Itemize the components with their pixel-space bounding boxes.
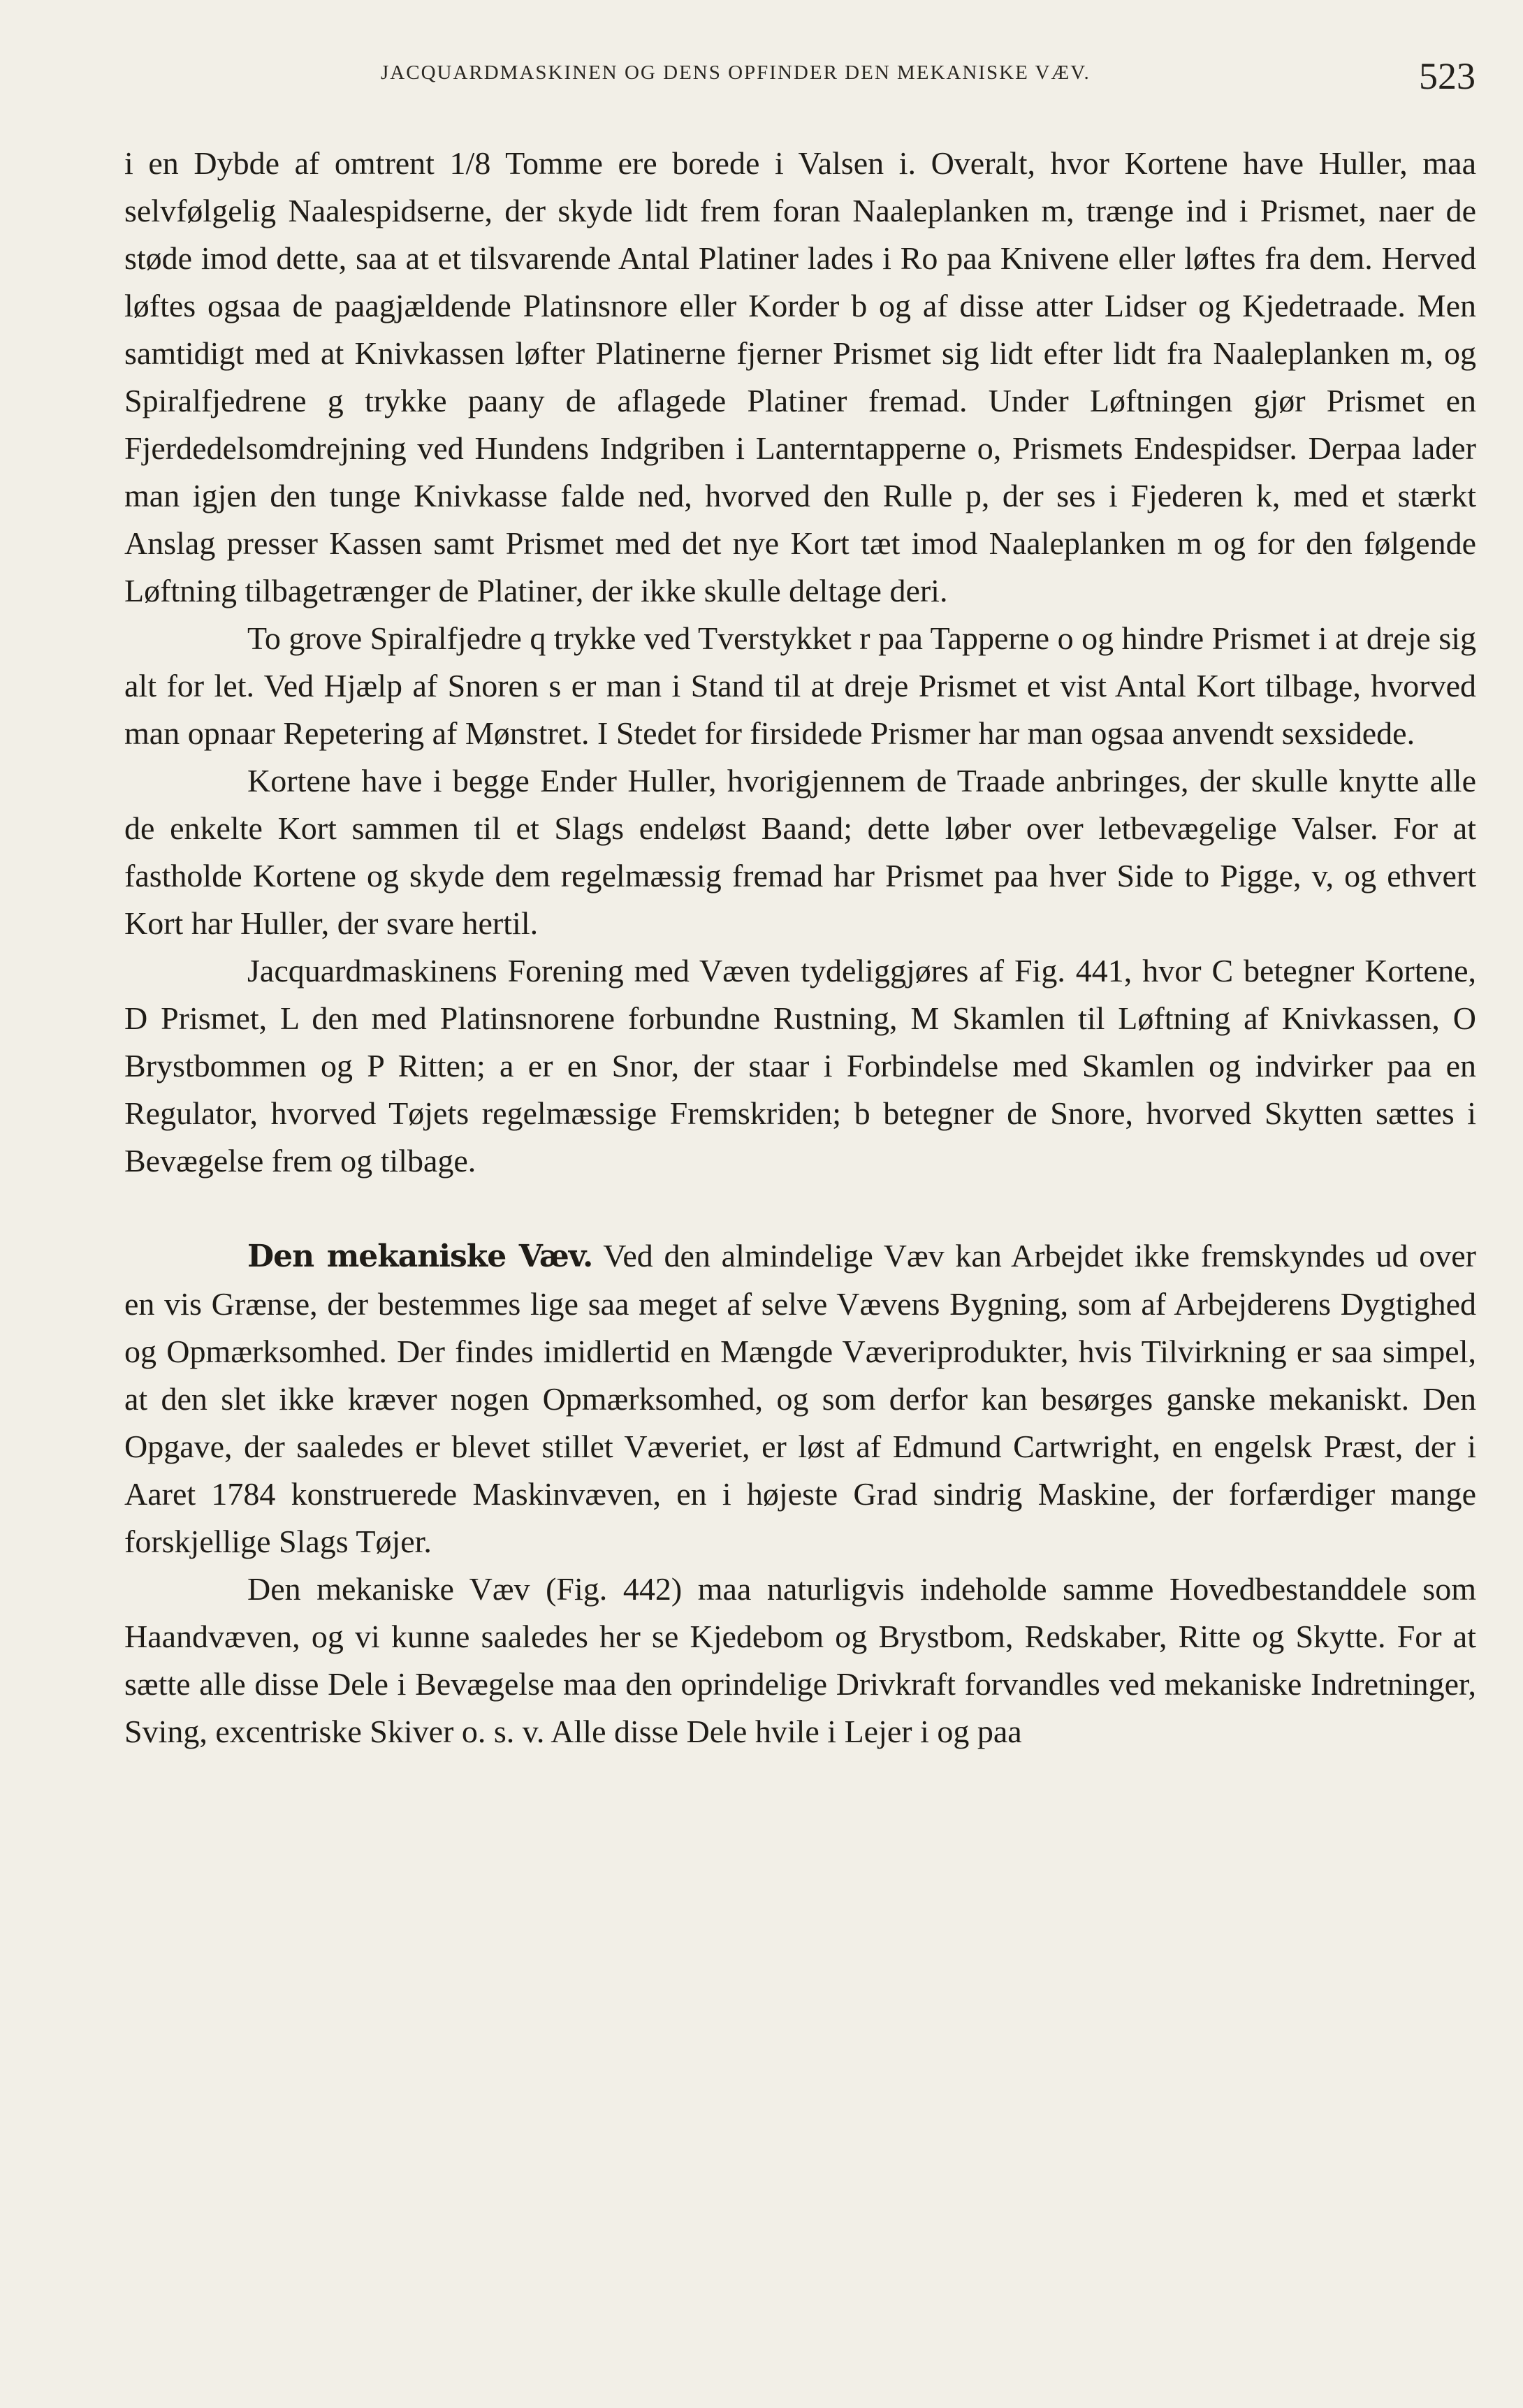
body-text: [124, 140, 1476, 1756]
section-paragraph: [124, 1232, 1476, 1566]
page-header: [0, 54, 1523, 96]
section-heading: Den mekaniske Væv.: [247, 1239, 593, 1274]
paragraph: i en Dybde af omtrent 1/8 Tomme ere borede i Valsen i. Overalt, hvor Kortene have Huller, maa selvfølgelig Naalespidserne, der skyde lidt frem foran Naaleplanken m, trænge ind i Prismet, naer de støde imod dette, saa at et tilsvarende Antal Platiner lades i Ro paa Knivene eller løftes fra dem. Herved løftes ogsaa de paagjældende Platinsnore eller Korder b og af disse atter Lidser og Kjedetraade. Men samtidigt med at Knivkassen løfter Platinerne fjerner Prismet sig lidt efter lidt fra Naaleplanken m, og Spiralfjedrene g trykke paany de aflagede Platiner fremad. Under Løftningen gjør Prismet en Fjerdedelsomdrejning ved Hundens Indgriben i Lanterntapperne o, Prismets Endespidser. Derpaa lader man igjen den tunge Knivkasse falde ned, hvorved den Rulle p, der ses i Fjederen k, med et stærkt Anslag presser Kassen samt Prismet med det nye Kort tæt imod Naaleplanken m og for den følgende Løftning tilbagetrænger de Platiner, der ikke skulle deltage deri.: [124, 145, 1476, 608]
paragraph: Jacquardmaskinens Forening med Væven tydeliggjøres af Fig. 441, hvor C betegner Kortene, D Prismet, L den med Platinsnorene forbundne Rustning, M Skamlen til Løftning af Knivkassen, O Brystbommen og P Ritten; a er en Snor, der staar i Forbindelse med Skamlen og indvirker paa en Regulator, hvorved Tøjets regelmæssige Fremskriden; b betegner de Snore, hvorved Skytten sættes i Bevægelse frem og tilbage.: [124, 953, 1476, 1179]
running-title: JACQUARDMASKINEN OG DENS OPFINDER DEN MEKANISKE VÆV.: [381, 61, 1091, 84]
paragraph: Kortene have i begge Ender Huller, hvorigjennem de Traade anbringes, der skulle knytte alle de enkelte Kort sammen til et Slags endeløst Baand; dette løber over letbevægelige Valser. For at fastholde Kortene og skyde dem regelmæssig fremad har Prismet paa hver Side to Pigge, v, og ethvert Kort har Huller, der svare hertil.: [124, 763, 1476, 941]
paragraph: Den mekaniske Væv (Fig. 442) maa naturligvis indeholde samme Hovedbestanddele som Haandvæven, og vi kunne saaledes her se Kjedebom og Brystbom, Redskaber, Ritte og Skytte. For at sætte alle disse Dele i Bevægelse maa den oprindelige Drivkraft forvandles ved mekaniske Indretninger, Sving, excentriske Skiver o. s. v. Alle disse Dele hvile i Lejer i og paa: [124, 1571, 1476, 1749]
section-paragraph-text: Ved den almindelige Væv kan Arbejdet ikke fremskyndes ud over en vis Grænse, der bestemmes lige saa meget af selve Vævens Bygning, som af Arbejderens Dygtighed og Opmærksomhed. Der findes imidlertid en Mængde Væveriprodukter, hvis Tilvirkning er saa simpel, at den slet ikke kræver nogen Opmærksomhed, og som derfor kan besørges ganske mekaniskt. Den Opgave, der saaledes er blevet stillet Væveriet, er løst af Edmund Cartwright, en engelsk Præst, der i Aaret 1784 konstruerede Maskinvæven, en i højeste Grad sindrig Maskine, der forfærdiger mange forskjellige Slags Tøjer.: [124, 1238, 1476, 1559]
page-number: 523: [1419, 55, 1475, 97]
paragraph: To grove Spiralfjedre q trykke ved Tverstykket r paa Tapperne o og hindre Prismet i at dreje sig alt for let. Ved Hjælp af Snoren s er man i Stand til at dreje Prismet et vist Antal Kort tilbage, hvorved man opnaar Repetering af Mønstret. I Stedet for firsidede Prismer har man ogsaa anvendt sexsidede.: [124, 620, 1476, 751]
